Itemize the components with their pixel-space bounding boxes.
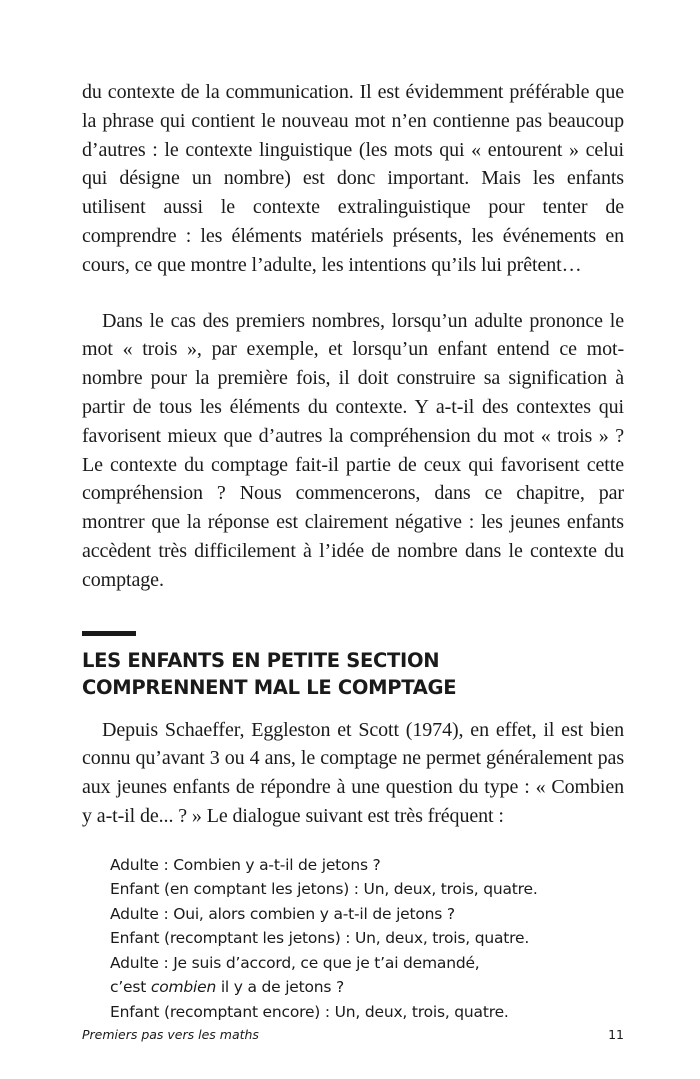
section-heading: [82, 647, 624, 701]
dialogue-text: c’est: [110, 978, 151, 997]
dialogue-line: Enfant (recomptant encore) : Un, deux, trois, quatre.: [110, 1002, 509, 1021]
paragraph-first-numbers: Dans le cas des premiers nombres, lorsqu’un adulte prononce le mot « trois », par exemple, et lorsqu’un enfant entend ce mot-nombre pour la première fois, il doit construire sa signification à partir de tous les éléments du contexte. Y a-t-il des contextes qui favorisent mieux que d’autres la compréhension du mot « trois » ? Le contexte du comptage fait-il partie de ceux qui favorisent cette compréhension ? Nous commencerons, dans ce chapitre, par montrer que la réponse est clairement négative : les jeunes enfants accèdent très difficilement à l’idée de nombre dans le contexte du comptage.: [82, 309, 624, 591]
dialogue-block: [82, 853, 624, 1025]
dialogue-line: Enfant (recomptant les jetons) : Un, deux, trois, quatre.: [110, 929, 530, 948]
section-heading-line1: LES ENFANTS EN PETITE SECTION: [82, 648, 440, 672]
dialogue-text: il y a de jetons ?: [216, 978, 345, 997]
dialogue-line: Enfant (en comptant les jetons) : Un, deux, trois, quatre.: [110, 880, 538, 899]
paragraph-context: du contexte de la communication. Il est évidemment préférable que la phrase qui contient le nouveau mot n’en contienne pas beaucoup d’autres : le contexte linguistique (les mots qui « entourent » celui qui désigne un nombre) est donc important. Mais les enfants utilisent aussi le contexte extralinguistique pour tenter de comprendre : les éléments matériels présents, les événements en cours, ce que montre l’adulte, les intentions qu’ils lui prêtent…: [82, 81, 624, 276]
dialogue-line: Adulte : Oui, alors combien y a-t-il de jetons ?: [110, 904, 455, 923]
dialogue-line: Adulte : Combien y a-t-il de jetons ?: [110, 855, 381, 874]
page-content: [82, 78, 624, 1024]
emphasis-word: combien: [150, 978, 217, 997]
dialogue-line: Adulte : Je suis d’accord, ce que je t’ai demandé,: [110, 953, 480, 972]
paragraph-schaeffer: Depuis Schaeffer, Eggleston et Scott (1974), en effet, il est bien connu qu’avant 3 ou 4 ans, le comptage ne permet généralement pas aux jeunes enfants de répondre à une question du type : « Combien y a-t-il de... ? » Le dialogue suivant est très fréquent :: [82, 718, 624, 827]
section-rule: [82, 631, 136, 636]
page-footer: [82, 1027, 624, 1042]
dialogue-line: [110, 975, 624, 1000]
footer-book-title: Premiers pas vers les maths: [82, 1027, 259, 1042]
section-heading-line2: COMPRENNENT MAL LE COMPTAGE: [82, 675, 457, 699]
page-number: 11: [608, 1027, 624, 1042]
